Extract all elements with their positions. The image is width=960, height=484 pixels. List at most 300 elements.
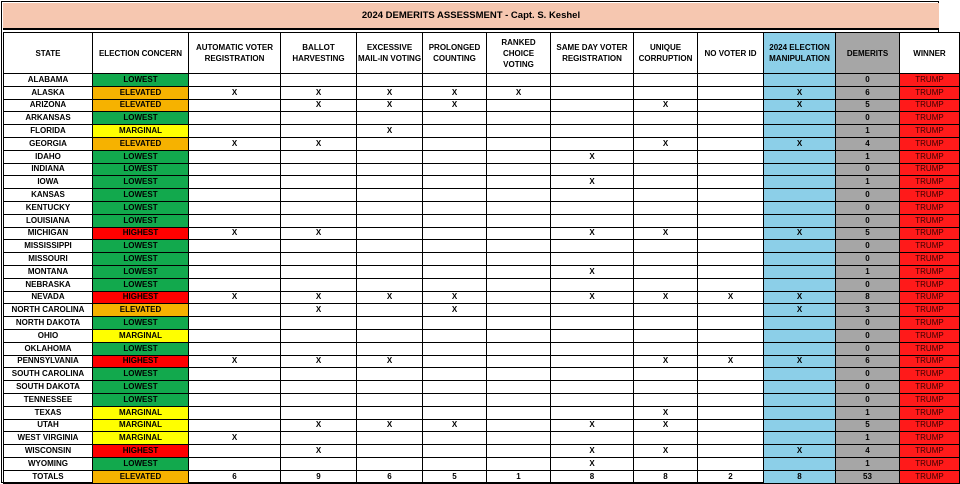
table-row	[4, 432, 960, 445]
winner-cell: TRUMP	[900, 317, 960, 330]
mark-cell: X	[551, 265, 634, 278]
mark-cell	[189, 381, 281, 394]
mark-cell	[487, 253, 551, 266]
mark-cell	[281, 317, 357, 330]
mark-cell	[487, 227, 551, 240]
mark-cell	[634, 112, 698, 125]
mark-cell	[357, 304, 423, 317]
mark-cell	[357, 227, 423, 240]
mark-cell: X	[764, 445, 836, 458]
mark-cell	[281, 432, 357, 445]
mark-cell	[357, 176, 423, 189]
table-row	[4, 137, 960, 150]
mark-cell	[698, 278, 764, 291]
mark-cell: X	[634, 355, 698, 368]
mark-cell	[281, 457, 357, 470]
header-demerits: DEMERITS	[836, 33, 900, 74]
mark-cell	[357, 112, 423, 125]
mark-cell: X	[423, 86, 487, 99]
state-cell: IDAHO	[4, 150, 93, 163]
mark-cell	[551, 253, 634, 266]
table-row	[4, 393, 960, 406]
mark-cell	[281, 150, 357, 163]
table-row	[4, 265, 960, 278]
state-cell: NEVADA	[4, 291, 93, 304]
mark-cell	[487, 176, 551, 189]
demerits-cell: 0	[836, 163, 900, 176]
demerits-cell: 8	[836, 291, 900, 304]
mark-cell	[357, 457, 423, 470]
winner-cell: TRUMP	[900, 74, 960, 87]
mark-cell	[764, 214, 836, 227]
mark-cell	[423, 317, 487, 330]
winner-cell: TRUMP	[900, 419, 960, 432]
concern-badge: LOWEST	[93, 176, 189, 189]
spreadsheet	[1, 1, 946, 483]
totals-concern: ELEVATED	[93, 470, 189, 483]
mark-cell	[487, 445, 551, 458]
mark-cell	[357, 201, 423, 214]
mark-cell	[423, 112, 487, 125]
mark-cell: X	[357, 355, 423, 368]
mark-cell	[423, 163, 487, 176]
demerits-cell: 0	[836, 342, 900, 355]
demerits-cell: 0	[836, 74, 900, 87]
totals-cell: 8	[551, 470, 634, 483]
winner-cell: TRUMP	[900, 176, 960, 189]
mark-cell	[357, 214, 423, 227]
demerits-cell: 0	[836, 201, 900, 214]
header-same-day-voter-registration: SAME DAY VOTER REGISTRATION	[551, 33, 634, 74]
mark-cell	[487, 317, 551, 330]
totals-cell: 8	[634, 470, 698, 483]
mark-cell	[487, 432, 551, 445]
mark-cell: X	[764, 227, 836, 240]
mark-cell	[487, 304, 551, 317]
mark-cell: X	[764, 291, 836, 304]
concern-badge: MARGINAL	[93, 125, 189, 138]
mark-cell	[698, 86, 764, 99]
totals-cell: 9	[281, 470, 357, 483]
table-row	[4, 457, 960, 470]
mark-cell	[281, 214, 357, 227]
mark-cell: X	[698, 355, 764, 368]
mark-cell	[698, 317, 764, 330]
mark-cell	[487, 214, 551, 227]
mark-cell: X	[634, 137, 698, 150]
mark-cell	[357, 445, 423, 458]
mark-cell	[634, 214, 698, 227]
mark-cell	[423, 265, 487, 278]
concern-badge: LOWEST	[93, 189, 189, 202]
table-row	[4, 112, 960, 125]
mark-cell: X	[698, 291, 764, 304]
winner-cell: TRUMP	[900, 137, 960, 150]
state-cell: OKLAHOMA	[4, 342, 93, 355]
mark-cell	[634, 150, 698, 163]
state-cell: UTAH	[4, 419, 93, 432]
mark-cell	[189, 304, 281, 317]
mark-cell	[698, 176, 764, 189]
mark-cell	[487, 150, 551, 163]
mark-cell	[423, 278, 487, 291]
winner-cell: TRUMP	[900, 304, 960, 317]
mark-cell	[189, 125, 281, 138]
demerits-cell: 0	[836, 329, 900, 342]
winner-cell: TRUMP	[900, 381, 960, 394]
mark-cell: X	[551, 227, 634, 240]
mark-cell	[487, 381, 551, 394]
header-excessive-mail-in-voting: EXCESSIVE MAIL-IN VOTING	[357, 33, 423, 74]
mark-cell: X	[281, 291, 357, 304]
header-unique-corruption: UNIQUE CORRUPTION	[634, 33, 698, 74]
winner-cell: TRUMP	[900, 189, 960, 202]
mark-cell	[634, 304, 698, 317]
mark-cell	[764, 317, 836, 330]
concern-badge: LOWEST	[93, 112, 189, 125]
mark-cell	[764, 125, 836, 138]
mark-cell	[357, 163, 423, 176]
demerits-cell: 0	[836, 393, 900, 406]
mark-cell	[634, 342, 698, 355]
mark-cell	[281, 406, 357, 419]
mark-cell: X	[634, 406, 698, 419]
mark-cell	[764, 406, 836, 419]
winner-cell: TRUMP	[900, 265, 960, 278]
mark-cell	[189, 265, 281, 278]
mark-cell: X	[551, 176, 634, 189]
mark-cell	[551, 304, 634, 317]
winner-cell: TRUMP	[900, 253, 960, 266]
state-cell: TEXAS	[4, 406, 93, 419]
demerits-cell: 6	[836, 86, 900, 99]
mark-cell: X	[357, 291, 423, 304]
mark-cell	[634, 163, 698, 176]
table-row	[4, 317, 960, 330]
mark-cell	[281, 265, 357, 278]
mark-cell	[764, 240, 836, 253]
mark-cell: X	[634, 419, 698, 432]
winner-cell: TRUMP	[900, 240, 960, 253]
state-cell: GEORGIA	[4, 137, 93, 150]
mark-cell	[634, 329, 698, 342]
table-row	[4, 419, 960, 432]
demerits-cell: 5	[836, 99, 900, 112]
mark-cell	[423, 381, 487, 394]
demerits-cell: 1	[836, 406, 900, 419]
concern-badge: MARGINAL	[93, 419, 189, 432]
demerits-cell: 0	[836, 214, 900, 227]
header-no-voter-id: NO VOTER ID	[698, 33, 764, 74]
mark-cell	[423, 189, 487, 202]
state-cell: KANSAS	[4, 189, 93, 202]
mark-cell	[764, 278, 836, 291]
mark-cell: X	[551, 445, 634, 458]
concern-badge: ELEVATED	[93, 137, 189, 150]
mark-cell: X	[634, 445, 698, 458]
mark-cell: X	[551, 150, 634, 163]
mark-cell	[487, 265, 551, 278]
mark-cell	[189, 445, 281, 458]
mark-cell: X	[281, 227, 357, 240]
state-cell: WEST VIRGINIA	[4, 432, 93, 445]
mark-cell	[189, 112, 281, 125]
mark-cell	[487, 240, 551, 253]
mark-cell: X	[423, 291, 487, 304]
mark-cell	[551, 381, 634, 394]
demerits-cell: 4	[836, 137, 900, 150]
table-row	[4, 329, 960, 342]
mark-cell	[357, 432, 423, 445]
mark-cell	[698, 227, 764, 240]
mark-cell	[487, 419, 551, 432]
mark-cell	[551, 278, 634, 291]
totals-cell: 8	[764, 470, 836, 483]
mark-cell	[487, 368, 551, 381]
winner-cell: TRUMP	[900, 278, 960, 291]
mark-cell	[634, 240, 698, 253]
table-row	[4, 304, 960, 317]
mark-cell	[764, 74, 836, 87]
mark-cell	[698, 432, 764, 445]
mark-cell	[281, 393, 357, 406]
mark-cell	[423, 125, 487, 138]
mark-cell	[764, 176, 836, 189]
mark-cell	[551, 201, 634, 214]
mark-cell	[281, 163, 357, 176]
mark-cell	[698, 201, 764, 214]
state-cell: NORTH CAROLINA	[4, 304, 93, 317]
mark-cell: X	[281, 137, 357, 150]
state-cell: NORTH DAKOTA	[4, 317, 93, 330]
mark-cell: X	[281, 86, 357, 99]
mark-cell	[189, 214, 281, 227]
mark-cell	[551, 329, 634, 342]
mark-cell: X	[634, 99, 698, 112]
mark-cell	[551, 368, 634, 381]
mark-cell	[764, 342, 836, 355]
mark-cell	[189, 329, 281, 342]
mark-cell	[487, 137, 551, 150]
mark-cell	[357, 265, 423, 278]
mark-cell	[698, 393, 764, 406]
totals-cell: 2	[698, 470, 764, 483]
mark-cell	[764, 253, 836, 266]
winner-cell: TRUMP	[900, 329, 960, 342]
mark-cell	[551, 99, 634, 112]
mark-cell	[189, 342, 281, 355]
mark-cell	[551, 125, 634, 138]
mark-cell	[698, 137, 764, 150]
mark-cell	[698, 342, 764, 355]
demerits-cell: 1	[836, 150, 900, 163]
table-row	[4, 201, 960, 214]
mark-cell	[189, 189, 281, 202]
mark-cell	[698, 329, 764, 342]
state-cell: WYOMING	[4, 457, 93, 470]
header-state: STATE	[4, 33, 93, 74]
demerits-cell: 0	[836, 317, 900, 330]
concern-badge: LOWEST	[93, 317, 189, 330]
winner-cell: TRUMP	[900, 393, 960, 406]
mark-cell	[357, 317, 423, 330]
concern-badge: MARGINAL	[93, 406, 189, 419]
totals-winner: TRUMP	[900, 470, 960, 483]
demerits-cell: 1	[836, 265, 900, 278]
mark-cell	[281, 253, 357, 266]
winner-cell: TRUMP	[900, 99, 960, 112]
mark-cell	[487, 112, 551, 125]
mark-cell	[189, 368, 281, 381]
mark-cell	[764, 393, 836, 406]
demerits-cell: 0	[836, 112, 900, 125]
totals-row	[4, 470, 960, 483]
mark-cell	[764, 112, 836, 125]
mark-cell: X	[551, 291, 634, 304]
state-cell: ALASKA	[4, 86, 93, 99]
demerits-cell: 6	[836, 355, 900, 368]
mark-cell	[281, 74, 357, 87]
table-row	[4, 368, 960, 381]
mark-cell	[551, 393, 634, 406]
mark-cell	[357, 368, 423, 381]
demerits-cell: 5	[836, 227, 900, 240]
mark-cell	[423, 240, 487, 253]
mark-cell: X	[551, 457, 634, 470]
header-row	[4, 33, 960, 74]
mark-cell	[357, 406, 423, 419]
mark-cell	[698, 368, 764, 381]
mark-cell	[281, 278, 357, 291]
header-ballot-harvesting: BALLOT HARVESTING	[281, 33, 357, 74]
mark-cell	[423, 201, 487, 214]
table-row	[4, 278, 960, 291]
mark-cell	[281, 329, 357, 342]
mark-cell	[698, 381, 764, 394]
mark-cell	[551, 432, 634, 445]
mark-cell	[698, 163, 764, 176]
demerits-cell: 0	[836, 381, 900, 394]
mark-cell	[281, 125, 357, 138]
mark-cell	[764, 419, 836, 432]
mark-cell	[551, 86, 634, 99]
winner-cell: TRUMP	[900, 227, 960, 240]
mark-cell	[551, 189, 634, 202]
mark-cell	[698, 240, 764, 253]
concern-badge: MARGINAL	[93, 329, 189, 342]
mark-cell: X	[189, 355, 281, 368]
concern-badge: LOWEST	[93, 342, 189, 355]
concern-badge: HIGHEST	[93, 445, 189, 458]
mark-cell: X	[764, 304, 836, 317]
concern-badge: LOWEST	[93, 457, 189, 470]
winner-cell: TRUMP	[900, 445, 960, 458]
mark-cell	[764, 381, 836, 394]
mark-cell	[423, 329, 487, 342]
state-cell: PENNSYLVANIA	[4, 355, 93, 368]
concern-badge: HIGHEST	[93, 355, 189, 368]
mark-cell	[487, 457, 551, 470]
table-row	[4, 406, 960, 419]
mark-cell	[487, 125, 551, 138]
demerits-cell: 3	[836, 304, 900, 317]
totals-demerits: 53	[836, 470, 900, 483]
table-row	[4, 125, 960, 138]
mark-cell	[698, 457, 764, 470]
mark-cell: X	[189, 291, 281, 304]
mark-cell	[357, 393, 423, 406]
mark-cell	[698, 419, 764, 432]
concern-badge: LOWEST	[93, 201, 189, 214]
mark-cell	[423, 253, 487, 266]
mark-cell: X	[357, 125, 423, 138]
mark-cell	[357, 74, 423, 87]
mark-cell	[764, 457, 836, 470]
mark-cell: X	[189, 432, 281, 445]
totals-label: TOTALS	[4, 470, 93, 483]
mark-cell	[487, 406, 551, 419]
state-cell: IOWA	[4, 176, 93, 189]
mark-cell	[487, 163, 551, 176]
table-row	[4, 291, 960, 304]
mark-cell: X	[281, 355, 357, 368]
mark-cell	[764, 163, 836, 176]
mark-cell	[764, 150, 836, 163]
table-row	[4, 253, 960, 266]
mark-cell: X	[634, 227, 698, 240]
mark-cell	[423, 432, 487, 445]
state-cell: ARKANSAS	[4, 112, 93, 125]
state-cell: ARIZONA	[4, 99, 93, 112]
demerits-cell: 0	[836, 368, 900, 381]
mark-cell	[634, 278, 698, 291]
state-cell: WISCONSIN	[4, 445, 93, 458]
winner-cell: TRUMP	[900, 86, 960, 99]
concern-badge: LOWEST	[93, 381, 189, 394]
demerits-cell: 1	[836, 176, 900, 189]
concern-badge: LOWEST	[93, 74, 189, 87]
mark-cell: X	[423, 99, 487, 112]
mark-cell	[634, 189, 698, 202]
mark-cell	[698, 125, 764, 138]
mark-cell	[698, 445, 764, 458]
demerits-cell: 1	[836, 457, 900, 470]
mark-cell: X	[357, 419, 423, 432]
mark-cell: X	[357, 99, 423, 112]
mark-cell	[189, 406, 281, 419]
state-cell: SOUTH DAKOTA	[4, 381, 93, 394]
mark-cell	[281, 368, 357, 381]
mark-cell	[189, 457, 281, 470]
state-cell: SOUTH CAROLINA	[4, 368, 93, 381]
mark-cell: X	[281, 304, 357, 317]
mark-cell	[423, 74, 487, 87]
winner-cell: TRUMP	[900, 150, 960, 163]
winner-cell: TRUMP	[900, 457, 960, 470]
mark-cell	[357, 381, 423, 394]
totals-cell: 6	[357, 470, 423, 483]
table-row	[4, 214, 960, 227]
mark-cell	[189, 201, 281, 214]
table-row	[4, 381, 960, 394]
demerits-cell: 1	[836, 432, 900, 445]
mark-cell	[551, 317, 634, 330]
mark-cell	[634, 381, 698, 394]
mark-cell	[634, 432, 698, 445]
mark-cell: X	[189, 86, 281, 99]
mark-cell	[634, 176, 698, 189]
header-automatic-voter-registration: AUTOMATIC VOTER REGISTRATION	[189, 33, 281, 74]
